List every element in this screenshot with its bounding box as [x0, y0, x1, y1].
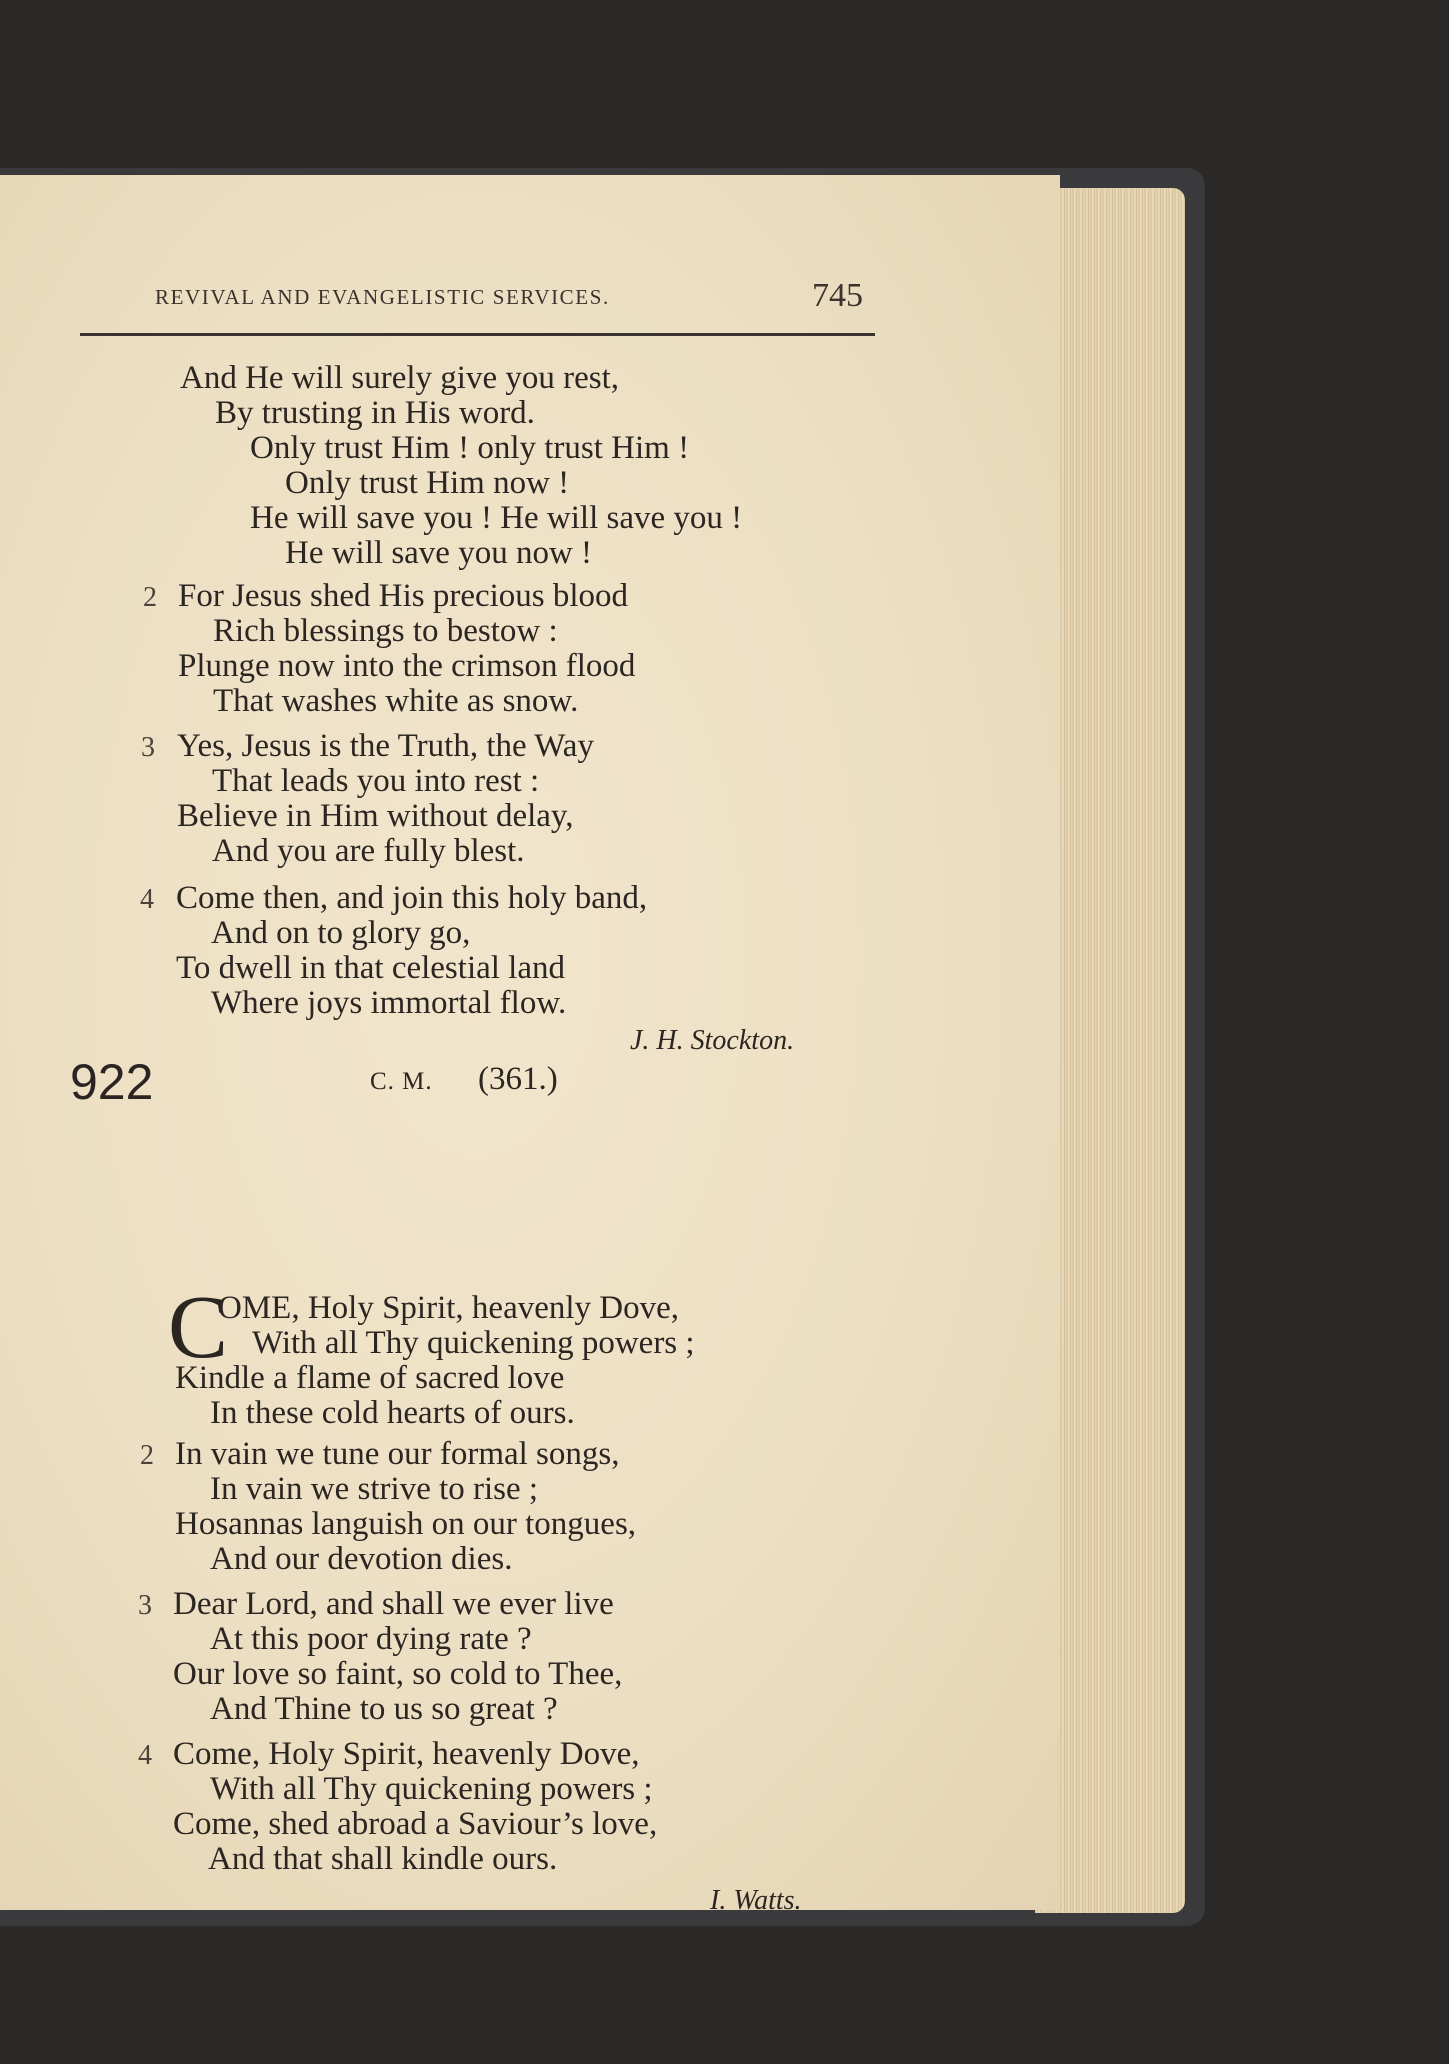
- refrain-line: Only trust Him ! only trust Him !: [250, 430, 690, 466]
- verse-line: Where joys immortal flow.: [211, 985, 567, 1021]
- verse-number: 4: [138, 1740, 152, 1771]
- verse-line: And our devotion dies.: [210, 1541, 513, 1577]
- verse-line: Hosannas languish on our tongues,: [175, 1506, 637, 1542]
- refrain-line: He will save you now !: [285, 535, 593, 571]
- refrain-line: And He will surely give you rest,: [180, 360, 620, 396]
- verse-line: Kindle a flame of sacred love: [175, 1360, 565, 1396]
- verse-line: That leads you into rest :: [212, 763, 540, 799]
- verse-line: In vain we strive to rise ;: [210, 1471, 539, 1507]
- verse-number: 3: [138, 1590, 152, 1621]
- verse-line: OME, Holy Spirit, heavenly Dove,: [218, 1290, 680, 1326]
- verse-line: At this poor dying rate ?: [210, 1621, 532, 1657]
- verse-line: In vain we tune our formal songs,: [175, 1436, 620, 1472]
- verse-line: Dear Lord, and shall we ever live: [173, 1586, 614, 1622]
- running-title: REVIVAL AND EVANGELISTIC SERVICES.: [155, 285, 610, 309]
- verse-line: With all Thy quickening powers ;: [252, 1325, 695, 1361]
- verse-line: With all Thy quickening powers ;: [210, 1771, 653, 1807]
- verse-line: Come, Holy Spirit, heavenly Dove,: [173, 1736, 640, 1772]
- verse-line: And that shall kindle ours.: [208, 1841, 558, 1877]
- verse-line: Yes, Jesus is the Truth, the Way: [177, 728, 594, 764]
- verse-line: Come then, and join this holy band,: [176, 880, 648, 916]
- hymn-meter: C. M.: [370, 1068, 433, 1095]
- drop-cap: C: [168, 1278, 229, 1377]
- verse-line: Our love so faint, so cold to Thee,: [173, 1656, 623, 1692]
- verse-number: 2: [140, 1440, 154, 1471]
- author-credit: I. Watts.: [710, 1885, 802, 1916]
- refrain-line: By trusting in His word.: [215, 395, 535, 431]
- verse-line: For Jesus shed His precious blood: [178, 578, 629, 614]
- verse-number: 2: [143, 582, 157, 613]
- author-credit: J. H. Stockton.: [630, 1025, 795, 1056]
- refrain-line: He will save you ! He will save you !: [250, 500, 743, 536]
- verse-line: In these cold hearts of ours.: [210, 1395, 575, 1431]
- hymn-number: 922: [70, 1054, 154, 1110]
- page-number: 745: [812, 277, 863, 314]
- verse-line: And Thine to us so great ?: [210, 1691, 558, 1727]
- verse-line: To dwell in that celestial land: [176, 950, 565, 986]
- verse-number: 4: [140, 884, 154, 915]
- header-rule: [80, 333, 875, 336]
- verse-number: 3: [141, 732, 155, 763]
- verse-line: Rich blessings to bestow :: [213, 613, 558, 649]
- book-page: [0, 175, 1060, 1916]
- verse-line: Believe in Him without delay,: [177, 798, 574, 834]
- verse-line: And you are fully blest.: [212, 833, 525, 869]
- verse-line: Come, shed abroad a Saviour’s love,: [173, 1806, 658, 1842]
- tune-reference: (361.): [478, 1061, 558, 1097]
- refrain-line: Only trust Him now !: [285, 465, 570, 501]
- verse-line: That washes white as snow.: [213, 683, 579, 719]
- verse-line: Plunge now into the crimson flood: [178, 648, 636, 684]
- verse-line: And on to glory go,: [211, 915, 471, 951]
